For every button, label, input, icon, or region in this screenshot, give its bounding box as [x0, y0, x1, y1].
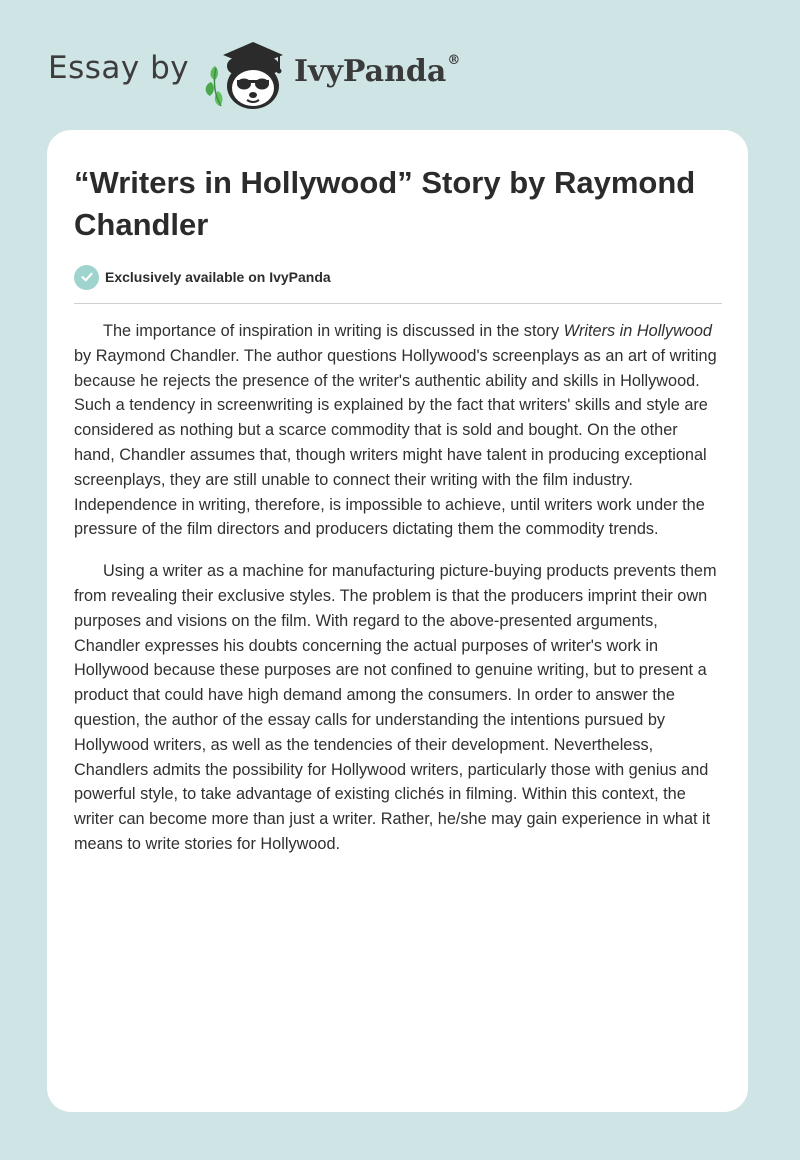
essay-body — [74, 319, 722, 874]
essay-by-label: Essay by — [48, 50, 190, 86]
paragraph-1: The importance of inspiration in writing is discussed in the story Writers in Hollywood by Raymond Chandler. The author questions Hollywood's screenplays as an art of writing because he rejects the presence of the writer's authentic ability and skills in Hollywood. Such a tendency in screenwriting is explained by the fact that writers' skills and style are considered as nothing but a scarce commodity that is sold and bought. On the other hand, Chandler assumes that, though writers might have talent in producing exceptional screenplays, they are still unable to connect their writing with the film industry. Independence in writing, therefore, is impossible to achieve, until writers work under the pressure of the film directors and producers dictating them the commodity trends. — [74, 322, 717, 539]
ivy-leaf-icon — [206, 66, 223, 106]
story-title-italic: Writers in Hollywood — [563, 322, 712, 340]
paragraph-2: Using a writer as a machine for manufacturing picture-buying products prevents them from revealing their exclusive styles. The problem is that the producers imprint their own purposes and visions on the film. With regard to the above-presented arguments, Chandler expresses his doubts concerning the actual purposes of writer's work in Hollywood because these purposes are not confined to genuine writing, but to present a product that could have high demand among the consumers. In order to answer the question, the author of the essay calls for understanding the intentions pursued by Hollywood writers, as well as the tendencies of their development. Nevertheless, Chandlers admits the possibility for Hollywood writers, particularly those with genius and powerful style, to take advantage of existing clichés in filming. Within this context, the writer can become more than just a writer. Rather, he/she may gain experience in what it means to write stories for Hollywood. — [74, 562, 717, 853]
panda-graduate-logo-icon[interactable] — [201, 36, 291, 112]
site-header — [48, 34, 548, 114]
exclusive-badge — [74, 264, 331, 290]
badge-text: Exclusively available on IvyPanda — [105, 269, 331, 285]
divider — [74, 303, 722, 304]
brand-name[interactable]: IvyPanda® — [294, 53, 461, 89]
essay-title: “Writers in Hollywood” Story by Raymond Chandler — [74, 165, 696, 242]
check-icon — [74, 265, 99, 290]
essay-card — [47, 130, 748, 1112]
registered-mark: ® — [447, 53, 461, 68]
